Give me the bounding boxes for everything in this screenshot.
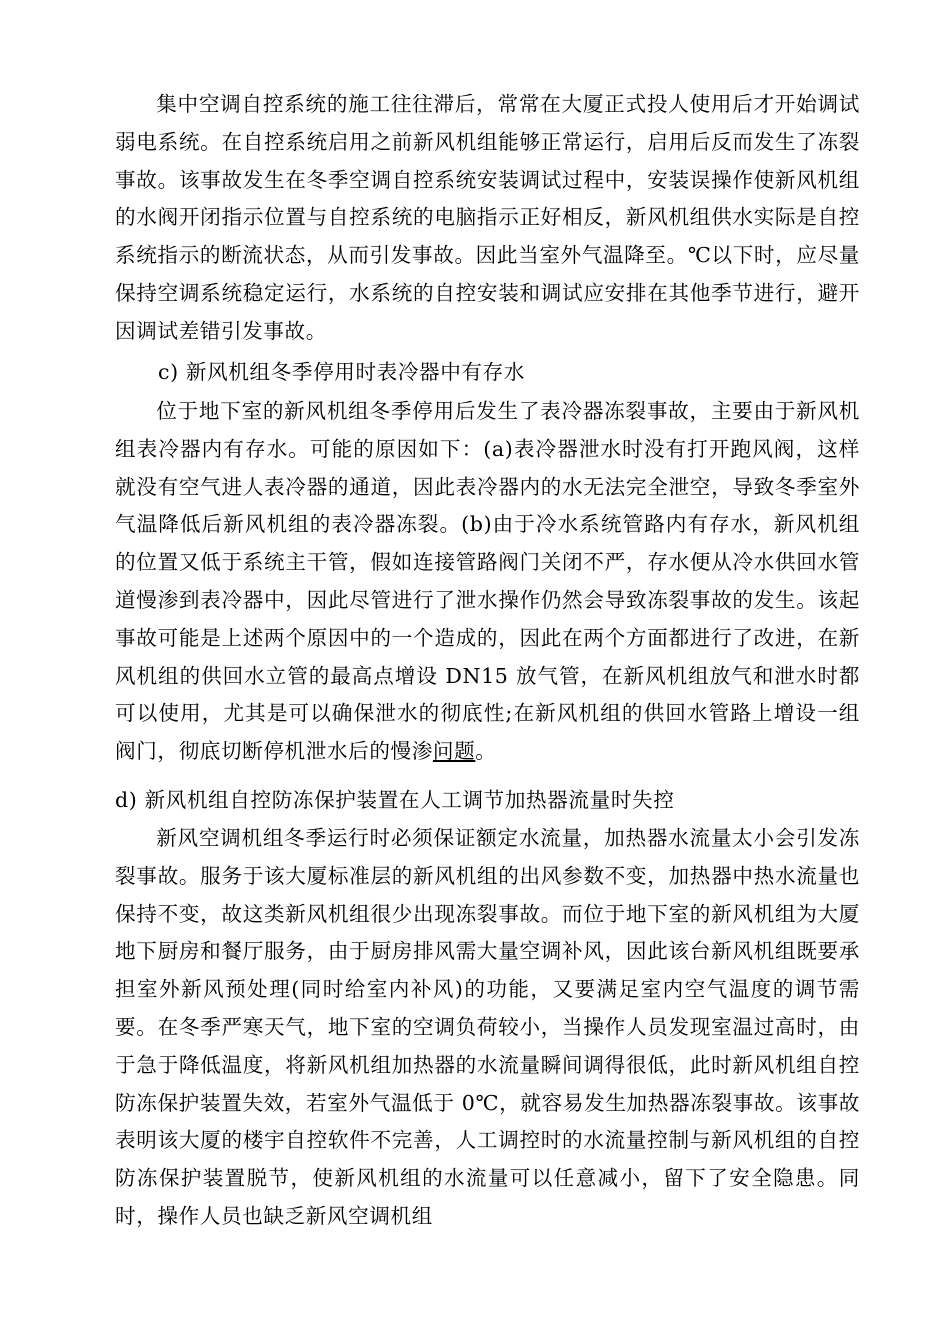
section-heading-c: c) 新风机组冬季停用时表冷器中有存水 bbox=[158, 360, 526, 384]
paragraph-2 bbox=[115, 393, 860, 771]
paragraph-3: 新风空调机组冬季运行时必须保证额定水流量，加热器水流量太小会引发冻裂事故。服务于该大厦标准层的新风机组的出风参数不变，加热器中热水流量也保持不变，故这类新风机组很少出现冻裂事故。而位于地下室的新风机组为大厦地下厨房和餐厅服务，由于厨房排风需大量空调补风，因此该台新风机组既要承担室外新风预处理(同时给室内补风)的功能，又要满足室内空气温度的调节需要。在冬季严寒天气，地下室的空调负荷较小，当操作人员发现室温过高时，由于急于降低温度，将新风机组加热器的水流量瞬间调得很低，此时新风机组自控防冻保护装置失效，若室外气温低于 0℃，就容易发生加热器冻裂事故。该事故表明该大厦的楼宇自控软件不完善，人工调控时的水流量控制与新风机组的自控防冻保护装置脱节，使新风机组的水流量可以任意减小，留下了安全隐患。同时，操作人员也缺乏新风空调机组 bbox=[115, 826, 860, 1228]
paragraph-2-end: 。 bbox=[475, 739, 497, 764]
paragraph-2-text: 位于地下室的新风机组冬季停用后发生了表冷器冻裂事故，主要由于新风机组表冷器内有存水。可能的原因如下：(a)表冷器泄水时没有打开跑风阀，这样就没有空气进人表冷器的通道，因此表冷器内的水无法完全泄空，导致冬季室外气温降低后新风机组的表冷器冻裂。(b)由于冷水系统管路内有存水，新风机组的位置又低于系统主干管，假如连接管路阀门关闭不严，存水便从冷水供回水管道慢渗到表冷器中，因此尽管进行了泄水操作仍然会导致冻裂事故的发生。该起事故可能是上述两个原因中的一个造成的，因此在两个方面都进行了改进，在新风机组的供回水立管的最高点增设 DN15 放气管，在新风机组放气和泄水时都可以使用，尤其是可以确保泄水的彻底性;在新风机组的供回水管路上增设一组阀门，彻底切断停机泄水后的慢渗 bbox=[115, 399, 860, 764]
section-heading-d: d) 新风机组自控防冻保护装置在人工调节加热器流量时失控 bbox=[115, 788, 675, 812]
underlined-link-wenti[interactable]: 问题 bbox=[432, 739, 476, 764]
paragraph-1: 集中空调自控系统的施工往往滞后，常常在大厦正式投人使用后才开始调试弱电系统。在自控系统启用之前新风机组能够正常运行，启用后反而发生了冻裂事故。该事故发生在冬季空调自控系统安装调试过程中，安装误操作使新风机组的水阀开闭指示位置与自控系统的电脑指示正好相反，新风机组供水实际是自控系统指示的断流状态，从而引发事故。因此当室外气温降至。℃以下时，应尽量保持空调系统稳定运行，水系统的自控安装和调试应安排在其他季节进行，避开因调试差错引发事故。 bbox=[115, 92, 860, 343]
